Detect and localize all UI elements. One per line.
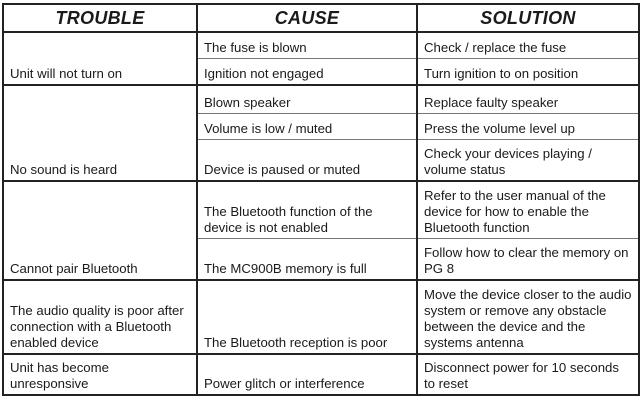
solution-cell: Check / replace the fuse [417,32,639,58]
solution-cell: Replace faulty speaker [417,85,639,113]
header-row [3,4,639,32]
cause-cell: Power glitch or interference [197,354,417,395]
cause-cell: Blown speaker [197,85,417,113]
cause-cell: The Bluetooth reception is poor [197,280,417,354]
solution-cell: Follow how to clear the memory on PG 8 [417,238,639,280]
cause-cell: Ignition not engaged [197,58,417,85]
table-row [3,181,639,238]
table-row [3,280,639,354]
cause-cell: The MC900B memory is full [197,238,417,280]
trouble-cell: No sound is heard [3,85,197,181]
trouble-cell: Unit has become unresponsive [3,354,197,395]
trouble-cell: Cannot pair Bluetooth [3,181,197,280]
cause-cell: Device is paused or muted [197,139,417,181]
solution-cell: Check your devices playing / volume status [417,139,639,181]
troubleshooting-table [2,3,640,396]
cause-cell: Volume is low / muted [197,113,417,139]
header-trouble: TROUBLE [3,4,197,32]
solution-cell: Press the volume level up [417,113,639,139]
header-solution: SOLUTION [417,4,639,32]
solution-cell: Turn ignition to on position [417,58,639,85]
solution-cell: Disconnect power for 10 seconds to reset [417,354,639,395]
trouble-cell: The audio quality is poor after connection with a Bluetooth enabled device [3,280,197,354]
table-row [3,85,639,113]
header-cause: CAUSE [197,4,417,32]
solution-cell: Move the device closer to the audio system or remove any obstacle between the device and the systems antenna [417,280,639,354]
trouble-cell: Unit will not turn on [3,32,197,85]
cause-cell: The fuse is blown [197,32,417,58]
table-row [3,32,639,58]
table-row [3,354,639,395]
solution-cell: Refer to the user manual of the device for how to enable the Bluetooth function [417,181,639,238]
cause-cell: The Bluetooth function of the device is not enabled [197,181,417,238]
